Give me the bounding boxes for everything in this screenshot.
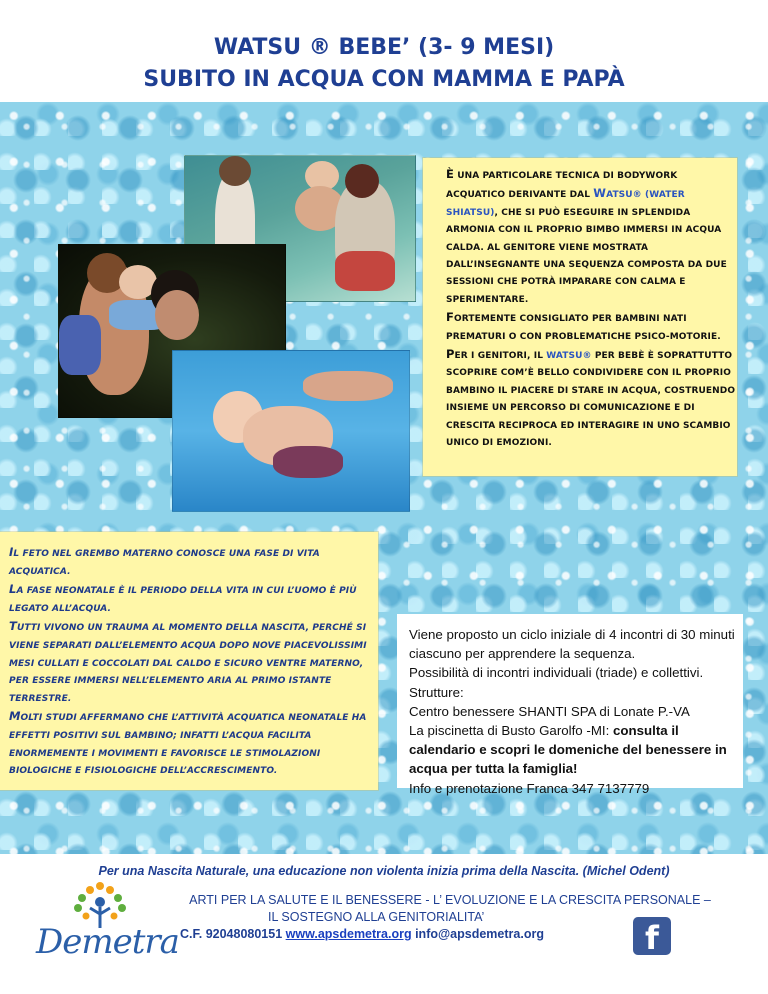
intro-text xyxy=(446,166,738,453)
demetra-logo xyxy=(30,880,179,970)
info-text xyxy=(9,544,375,781)
photo-baby-floating xyxy=(172,350,410,512)
info-paragraph-3: TUTTI VIVONO UN TRAUMA AL MOMENTO DELLA NASCITA, PERCHÉ SI VIENE SEPARATI DALL’ELEMENTO ACQUA DOPO NOVE PIACEVOLISSIMI MESI CULLATI E COCCOLATI DAL CALDO E SICURO VENTRE MATERNO, PER ESSERE IMMERSI NELL’ELEMENTO ARIA AL PRIMO ISTANTE TERRESTRE. xyxy=(9,619,367,704)
facebook-icon[interactable]: f xyxy=(633,917,671,955)
website-link[interactable]: www.apsdemetra.org xyxy=(285,927,412,941)
info-paragraph-2: LA FASE NEONATALE È IL PERIODO DELLA VITA IN CUI L’UOMO È PIÙ LEGATO ALL’ACQUA. xyxy=(9,582,357,614)
info-paragraph-1: IL FETO NEL GREMBO MATERNO CONOSCE UNA FASE DI VITA ACQUATICA. xyxy=(9,545,320,577)
course-line-1: Viene proposto un ciclo iniziale di 4 incontri di 30 minuti ciascuno per apprendere la sequenza. xyxy=(409,627,735,662)
title-line-2: SUBITO IN ACQUA CON MAMMA E PAPÀ xyxy=(143,67,625,92)
course-line-2: Possibilità di incontri individuali (triade) e collettivi. xyxy=(409,665,704,681)
course-line-6: Info e prenotazione Franca 347 7137779 xyxy=(409,780,650,796)
course-line-5: La piscinetta di Busto Garolfo -MI: consulta il calendario e scopri le domeniche del benessere in acqua per tutta la famiglia! xyxy=(409,723,727,777)
title-line-1: WATSU ® BEBE’ (3- 9 MESI) xyxy=(213,35,555,60)
quote-text: Per una Nascita Naturale, una educazione non violenta inizia prima della Nascita. (Michel Odent) xyxy=(98,864,670,878)
intro-text-box xyxy=(423,158,737,476)
course-line-3: Strutture: xyxy=(409,684,464,700)
intro-paragraph-3: PER I GENITORI, IL WATSU® PER BEBÈ È SOPRATTUTTO SCOPRIRE COM’È BELLO CONDIVIDERE CON IL PROPRIO BAMBINO IL PIACERE DI STARE IN ACQUA, COSTRUENDO INSIEME UN PERCORSO DI COMUNICAZIONE E DI CRESCITA RECIPROCA ED INTERAGIRE IN UNO SCAMBIO UNICO DI EMOZIONI. xyxy=(446,347,736,449)
footer-line-2: IL SOSTEGNO ALLA GENITORIALITA’ xyxy=(268,910,485,924)
course-line-4: Centro benessere SHANTI SPA di Lonate P.-VA xyxy=(409,703,690,719)
email-address[interactable]: info@apsdemetra.org xyxy=(411,927,544,941)
intro-paragraph-2: FORTEMENTE CONSIGLIATO PER BAMBINI NATI PREMATURI O CON PROBLEMATICHE PSICO-MOTORIE. xyxy=(446,310,721,342)
footer-line-1: ARTI PER LA SALUTE E IL BENESSERE - L’ EVOLUZIONE E LA CRESCITA PERSONALE – xyxy=(189,893,711,907)
info-text-box xyxy=(0,532,378,790)
logo-text: Demetra xyxy=(36,922,179,962)
info-paragraph-4: MOLTI STUDI AFFERMANO CHE L’ATTIVITÀ ACQUATICA NEONATALE HA EFFETTI POSITIVI SUL BAMBINO; INFATTI L’ACQUA FACILITA ENORMEMENTE I MOVIMENTI E FAVORISCE LE STIMOLAZIONI BIOLOGICHE E FISIOLOGICHE DELL’ACCRESCIMENTO. xyxy=(9,709,367,777)
intro-paragraph-1: È UNA PARTICOLARE TECNICA DI BODYWORK ACQUATICO DERIVANTE DAL WATSU® (WATER SHIATSU), CHE SI PUÒ ESEGUIRE IN SPLENDIDA ARMONIA CON IL PROPRIO BIMBO IMMERSI IN ACQUA CALDA. AL GENITORE VIENE MOSTRATA DALL’INSEGNANTE UNA SEQUENZA COMPOSTA DA DUE SESSIONI CHE POTRÀ IMPARARE CON CALMA E SPERIMENTARE. xyxy=(446,167,727,305)
course-info-box xyxy=(397,614,743,796)
page-title xyxy=(0,32,768,96)
tax-code: C.F. 92048080151 xyxy=(180,927,286,941)
